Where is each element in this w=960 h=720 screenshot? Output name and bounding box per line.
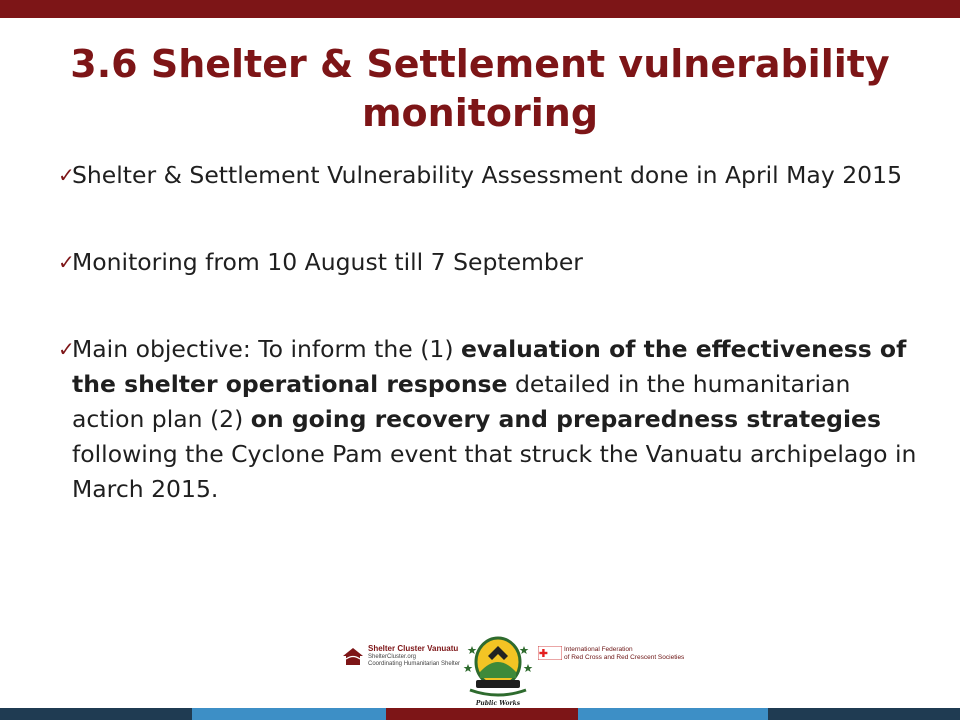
partner-logos <box>330 630 690 710</box>
ifrc-logo <box>538 644 688 672</box>
bullet-text: following the Cyclone Pam event that struck the Vanuatu archipelago in March 2015. <box>72 440 917 503</box>
bullet-item <box>58 245 928 280</box>
bullet-text-bold: evaluation of the effectiveness of the shelter operational response <box>72 335 907 398</box>
bottom-bar-segment-dark <box>0 708 192 720</box>
bullet-item <box>58 332 928 507</box>
seal-icon <box>458 634 538 700</box>
bullet-item <box>58 158 928 193</box>
checkmark-icon: ✓ <box>58 337 75 361</box>
ifrc-name-line-2: of Red Cross and Red Crescent Societies <box>564 654 685 661</box>
bullet-text: Main objective: To inform the (1) <box>72 335 461 363</box>
slide-title-line-2: monitoring <box>361 91 599 135</box>
bullet-text: detailed in the humanitarian action plan (2) <box>72 370 851 433</box>
shelter-cluster-logo <box>342 644 462 678</box>
shelter-cluster-site: ShelterCluster.org <box>368 654 417 660</box>
house-icon <box>342 646 364 666</box>
bullet-text-bold: on going recovery and preparedness strategies <box>250 405 881 433</box>
bottom-bar-segment-blue <box>578 708 768 720</box>
bottom-bar-segment-blue <box>192 708 386 720</box>
bottom-bar-segment-red <box>386 708 578 720</box>
bullet-text: Shelter & Settlement Vulnerability Assessment done in April May 2015 <box>72 161 903 189</box>
slide-title-line-1: 3.6 Shelter & Settlement vulnerability <box>70 42 890 86</box>
ifrc-name-line-1: International Federation <box>564 646 633 653</box>
top-accent-bar <box>0 0 960 18</box>
bottom-bar-segment-dark <box>768 708 960 720</box>
shelter-cluster-name: Shelter Cluster Vanuatu <box>368 644 459 653</box>
checkmark-icon: ✓ <box>58 250 75 274</box>
bullet-text: Monitoring from 10 August till 7 September <box>72 248 583 276</box>
shelter-cluster-tagline: Coordinating Humanitarian Shelter <box>368 661 461 667</box>
bullet-list <box>58 158 928 507</box>
checkmark-icon: ✓ <box>58 163 75 187</box>
bottom-accent-bar <box>0 708 960 720</box>
slide-title <box>0 40 960 138</box>
red-cross-crescent-icon <box>538 646 562 660</box>
public-works-logo <box>458 634 538 708</box>
public-works-caption: Public Works <box>475 700 521 707</box>
